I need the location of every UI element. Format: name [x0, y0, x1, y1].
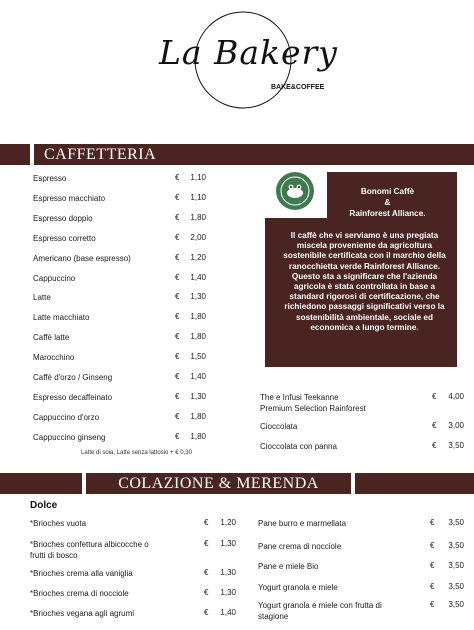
menu-item-price: 1,80	[190, 431, 206, 441]
menu-item-name: Pane crema di nocciole	[258, 542, 342, 551]
menu-item-name: Pane burro e marmellata	[258, 519, 347, 528]
bakery-logo	[151, 8, 338, 112]
menu-item-price: 3,50	[448, 561, 464, 570]
section-title: COLAZIONE & MERENDA	[118, 474, 319, 492]
menu-item-price: 1,30	[220, 588, 236, 597]
currency-symbol: €	[175, 352, 180, 362]
currency-symbol: €	[432, 441, 437, 450]
menu-item-name: Espresso macchiato	[33, 193, 106, 203]
menu-item-price: 2,00	[190, 232, 206, 242]
menu-item-price: 1,40	[220, 608, 236, 617]
currency-symbol: €	[204, 608, 209, 617]
menu-item-name: Latte macchiato	[33, 313, 90, 323]
currency-symbol: €	[175, 252, 180, 262]
menu-item-name: *Brioches vuota	[30, 519, 87, 528]
bonomi-heading: Bonomi Caffè & Rainforest Alliance.	[349, 187, 426, 218]
currency-symbol: €	[204, 568, 209, 577]
menu-item-price: 1,40	[190, 272, 206, 282]
menu-item-name: Caffè latte	[33, 333, 70, 343]
currency-symbol: €	[175, 212, 180, 222]
menu-item-name: The e Infusi Teekanne Premium Selection Rainforest	[260, 393, 366, 413]
menu-item-price: 1,20	[220, 518, 236, 527]
menu-item-name: Yogurt granola e miele	[258, 583, 338, 592]
logo-subtitle: BAKE&COFFEE	[271, 84, 325, 91]
menu-item-price: 1,50	[190, 352, 206, 362]
currency-symbol: €	[175, 192, 180, 202]
menu-item-price: 1,20	[190, 252, 206, 262]
currency-symbol: €	[204, 518, 209, 527]
menu-item-price: 1,30	[220, 539, 236, 548]
currency-symbol: €	[430, 541, 435, 550]
menu-item-name: *Brioches crema alla vaniglia	[30, 569, 133, 578]
caffetteria-banner	[0, 144, 474, 165]
menu-item-price: 3,50	[448, 582, 464, 591]
menu-item-name: Yogurt granola e miele con frutta di stagione	[258, 601, 382, 621]
menu-item-price: 1,80	[190, 411, 206, 421]
menu-item-price: 1,30	[190, 292, 206, 302]
currency-symbol: €	[430, 561, 435, 570]
menu-item-name: *Brioches confettura albicocche o frutti di bosco	[30, 540, 149, 560]
menu-item-name: Marocchino	[33, 353, 75, 363]
menu-item-price: 1,30	[220, 568, 236, 577]
currency-symbol: €	[175, 312, 180, 322]
currency-symbol: €	[430, 600, 435, 609]
currency-symbol: €	[175, 332, 180, 342]
banner-main-bar	[34, 144, 474, 165]
menu-item-price: 1,10	[190, 192, 206, 202]
rainforest-alliance-frog-icon	[274, 170, 316, 212]
menu-item-price: 4,00	[448, 392, 464, 401]
menu-item-name: Cappuccino	[33, 273, 76, 283]
menu-item-name: Latte	[33, 293, 51, 303]
menu-item-name: Caffè d'orzo / Ginseng	[33, 373, 113, 382]
section-title: CAFFETTERIA	[44, 145, 157, 163]
menu-item-name: Americano (base espresso)	[33, 253, 131, 263]
currency-symbol: €	[175, 232, 180, 242]
menu-item-name: Pane e miele Bio	[258, 562, 319, 571]
currency-symbol: €	[432, 392, 437, 401]
dolce-subheading: Dolce	[30, 500, 58, 511]
currency-symbol: €	[175, 292, 180, 302]
currency-symbol: €	[430, 518, 435, 527]
menu-item-price: 1,80	[190, 332, 206, 342]
banner-left-bar	[0, 144, 30, 165]
menu-item-name: Espresso doppio	[33, 213, 93, 223]
currency-symbol: €	[430, 582, 435, 591]
menu-item-price: 3,50	[448, 541, 464, 550]
menu-item-price: 3,50	[448, 441, 464, 450]
banner-main-bar	[86, 473, 351, 494]
banner-right-bar	[355, 473, 474, 494]
menu-item-name: Cioccolata	[260, 422, 298, 431]
menu-item-price: 1,80	[190, 312, 206, 322]
menu-item-price: 1,80	[190, 212, 206, 222]
colazione-banner	[0, 473, 474, 494]
currency-symbol: €	[175, 411, 180, 421]
menu-item-price: 3,50	[448, 600, 464, 609]
menu-item-price: 3,50	[448, 518, 464, 527]
milk-note: Latte di soia, Latte senza lattosio + € 0,30	[81, 450, 192, 456]
menu-item-name: Cioccolata con panna	[260, 442, 337, 451]
menu-item-price: 1,40	[190, 372, 206, 381]
currency-symbol: €	[204, 539, 209, 548]
banner-left-bar	[0, 473, 82, 494]
currency-symbol: €	[432, 421, 437, 430]
menu-item-name: Espresso decaffeinato	[33, 392, 113, 402]
menu-item-price: 1,10	[190, 173, 206, 182]
menu-item-price: 3,00	[448, 421, 464, 430]
currency-symbol: €	[175, 372, 180, 381]
bonomi-body-text: Il caffè che vi serviamo è una pregiata miscela proveniente da agricoltura sostenibile certificata con il marchio della ranocchietta verde Rainforest Alliance. Questo sta a significare che l'azienda agricola è stata controllata in base a standard rigorosi di certificazione, che richiedono passaggi significativi verso la sostenibilità ambientale, sociale ed economica a lungo termine.	[283, 231, 446, 332]
menu-item-name: *Brioches vegana agli agrumi	[30, 609, 135, 618]
currency-symbol: €	[175, 431, 180, 441]
currency-symbol: €	[175, 391, 180, 401]
menu-item-name: *Brioches crema di nocciole	[30, 589, 129, 598]
menu-item-name: Cappuccino d'orzo	[33, 412, 100, 422]
menu-item-name: Espresso	[33, 174, 67, 183]
menu-item-name: Espresso corretto	[33, 233, 96, 243]
menu-item-price: 1,30	[190, 391, 206, 401]
currency-symbol: €	[175, 272, 180, 282]
menu-item-name: Cappuccino ginseng	[33, 432, 106, 442]
currency-symbol: €	[175, 173, 180, 182]
currency-symbol: €	[204, 588, 209, 597]
logo-script-text: La Bakery	[159, 33, 338, 72]
